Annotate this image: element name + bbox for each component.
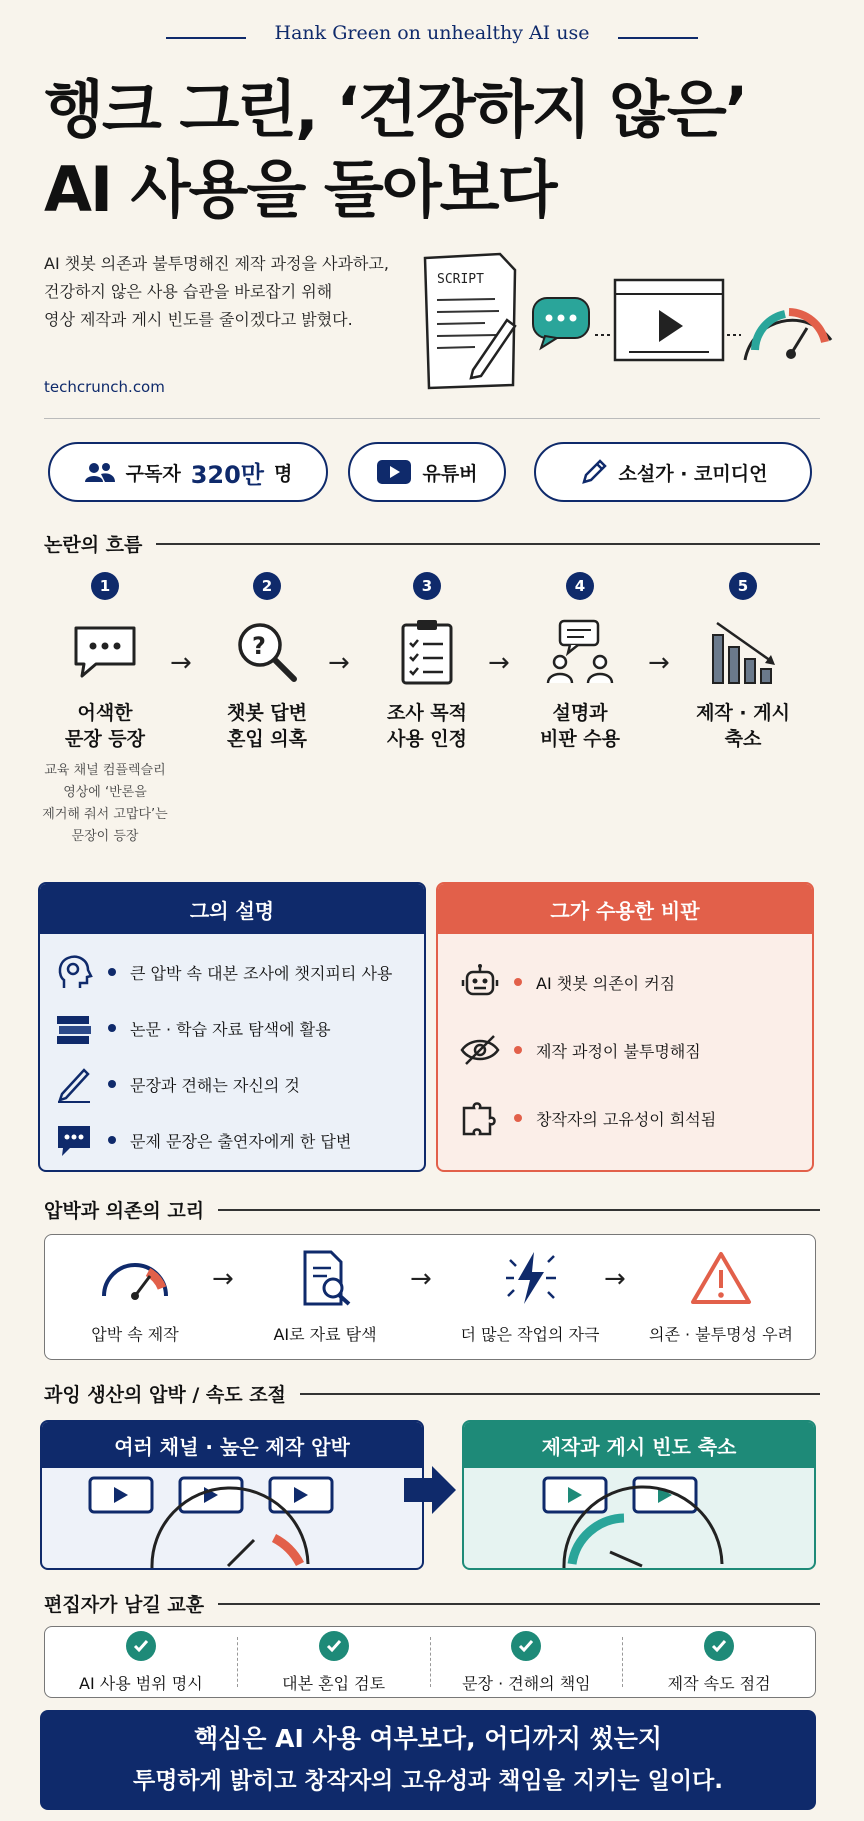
lesson-item-text: 대본 혼입 검토 bbox=[282, 1673, 386, 1693]
flow-arrow-4: → bbox=[648, 648, 670, 678]
header-rule-right bbox=[618, 37, 698, 39]
video-icon bbox=[90, 1478, 152, 1512]
title-line-2: AI 사용을 돌아보다 bbox=[44, 153, 556, 226]
lesson-item-text: 문장 · 견해의 책임 bbox=[462, 1673, 591, 1693]
step-title-1: 어색한 bbox=[77, 702, 133, 724]
video-icon bbox=[634, 1478, 696, 1512]
step-title-1: 챗봇 답변 bbox=[226, 702, 308, 724]
explain-item-text: 문장과 견해는 자신의 것 bbox=[130, 1075, 300, 1095]
lesson-item bbox=[623, 1631, 815, 1694]
cycle-arrow-2: → bbox=[410, 1264, 432, 1294]
cycle-arrow-3: → bbox=[604, 1264, 626, 1294]
author-pill bbox=[534, 442, 812, 502]
flow-arrow-1: → bbox=[170, 648, 192, 678]
note-line-4: 문장이 등장 bbox=[71, 829, 139, 844]
cycle-item-4 bbox=[636, 1248, 806, 1345]
speed-gauge-icon bbox=[745, 312, 831, 360]
check-icon bbox=[319, 1631, 349, 1661]
header-illustration bbox=[415, 250, 835, 410]
warning-triangle-icon bbox=[689, 1248, 753, 1308]
cycle-item-3 bbox=[450, 1248, 610, 1345]
eye-slash-icon bbox=[460, 1030, 500, 1070]
magnifier-question-icon bbox=[192, 612, 342, 692]
cycle-arrow-1: → bbox=[212, 1264, 234, 1294]
note-line-1: 교육 채널 컴플렉슬리 bbox=[44, 763, 166, 778]
youtube-play-icon bbox=[376, 459, 412, 485]
speed-heading-text: 과잉 생산의 압박 / 속도 조절 bbox=[44, 1384, 286, 1406]
critique-item-text: 제작 과정이 불투명해짐 bbox=[536, 1041, 701, 1061]
lessons-heading-text: 편집자가 남길 교훈 bbox=[44, 1594, 205, 1616]
cycle-item-label: AI로 자료 탐색 bbox=[273, 1325, 377, 1344]
script-document-icon bbox=[425, 254, 515, 388]
people-talk-icon bbox=[505, 612, 655, 692]
lesson-item-text: AI 사용 범위 명시 bbox=[79, 1673, 203, 1693]
check-icon bbox=[126, 1631, 156, 1661]
lightning-burst-icon bbox=[498, 1248, 562, 1308]
step-title-1: 조사 목적 bbox=[386, 702, 468, 724]
clipboard-checklist-icon bbox=[352, 612, 502, 692]
subtitle-line-2: 건강하지 않은 사용 습관을 바로잡기 위해 bbox=[44, 282, 333, 301]
step-title-1: 제작 · 게시 bbox=[696, 702, 790, 724]
youtuber-pill bbox=[348, 442, 506, 502]
quill-pen-icon bbox=[54, 1064, 94, 1104]
step-title-2: 축소 bbox=[724, 728, 762, 750]
script-label: SCRIPT bbox=[437, 272, 484, 287]
step-title-2: 문장 등장 bbox=[64, 728, 146, 750]
flow-step-1 bbox=[30, 572, 180, 848]
pen-icon bbox=[579, 457, 609, 487]
flow-heading bbox=[44, 530, 820, 557]
high-pressure-title: 여러 채널 · 높은 제작 압박 bbox=[42, 1422, 422, 1468]
role-youtuber: 유튜버 bbox=[422, 462, 478, 485]
lesson-item-text: 제작 속도 점검 bbox=[667, 1673, 771, 1693]
lessons-box bbox=[44, 1626, 816, 1698]
cycle-item-label: 압박 속 제작 bbox=[91, 1325, 179, 1344]
note-line-2: 영상에 ‘반론을 bbox=[63, 785, 147, 800]
video-player-icon bbox=[615, 280, 723, 360]
flow-step-5 bbox=[668, 572, 818, 752]
step-title-2: 혼입 의혹 bbox=[226, 728, 308, 750]
critique-heading: 그가 수용한 비판 bbox=[438, 884, 812, 934]
subscribers-pill bbox=[48, 442, 328, 502]
step-number: 1 bbox=[91, 572, 119, 600]
step-note bbox=[30, 760, 180, 848]
header-divider bbox=[44, 418, 820, 419]
role-author: 소설가 · 코미디언 bbox=[618, 462, 768, 485]
speed-heading bbox=[44, 1380, 820, 1407]
cycle-item-2 bbox=[250, 1248, 400, 1345]
check-icon bbox=[704, 1631, 734, 1661]
document-search-icon bbox=[295, 1248, 355, 1308]
puzzle-piece-icon bbox=[460, 1098, 500, 1138]
subtitle-line-3: 영상 제작과 게시 빈도를 줄이겠다고 밝혔다. bbox=[44, 310, 353, 329]
lesson-item bbox=[238, 1631, 430, 1694]
explain-item bbox=[54, 944, 424, 1000]
lessons-heading bbox=[44, 1590, 820, 1617]
flow-step-3 bbox=[352, 572, 502, 752]
step-title-2: 사용 인정 bbox=[386, 728, 468, 750]
subscribers-value: 320만 bbox=[190, 460, 264, 489]
reduced-frequency-panel bbox=[462, 1420, 816, 1570]
page-subtitle bbox=[44, 250, 424, 334]
conclusion-banner bbox=[40, 1710, 816, 1810]
explain-item bbox=[54, 1000, 424, 1056]
explain-item bbox=[54, 1056, 424, 1112]
cycle-item-label: 의존 · 불투명성 우려 bbox=[649, 1325, 793, 1344]
video-icon bbox=[180, 1478, 242, 1512]
note-line-3: 제거해 줘서 고맙다’는 bbox=[42, 807, 168, 822]
lesson-item bbox=[45, 1631, 237, 1694]
critique-item-text: 창작자의 고유성이 희석됨 bbox=[536, 1109, 717, 1129]
conclusion-line-2: 투명하게 밝히고 창작자의 고유성과 책임을 지키는 일이다. bbox=[132, 1768, 723, 1794]
page-title bbox=[44, 70, 746, 230]
speech-bubble-icon bbox=[30, 612, 180, 692]
head-gear-icon bbox=[54, 952, 94, 992]
flow-step-2 bbox=[192, 572, 342, 752]
transition-arrow-icon bbox=[400, 1460, 460, 1520]
source-link[interactable]: techcrunch.com bbox=[44, 378, 165, 396]
explain-panel bbox=[38, 882, 426, 1172]
robot-icon bbox=[460, 962, 500, 1002]
pressure-gauge-icon bbox=[98, 1248, 172, 1302]
reduced-frequency-title: 제작과 게시 빈도 축소 bbox=[464, 1422, 814, 1468]
chat-dots-icon bbox=[54, 1120, 94, 1160]
cycle-heading-text: 압박과 의존의 고리 bbox=[44, 1200, 205, 1222]
cycle-heading bbox=[44, 1196, 820, 1223]
two-videos-gauge-icon bbox=[464, 1468, 814, 1568]
video-icon bbox=[544, 1478, 606, 1512]
step-number: 4 bbox=[566, 572, 594, 600]
svg-text:?: ? bbox=[252, 632, 266, 660]
critique-item bbox=[460, 948, 812, 1016]
lesson-item bbox=[431, 1631, 623, 1694]
flow-step-4 bbox=[505, 572, 655, 752]
high-pressure-panel bbox=[40, 1420, 424, 1570]
critique-panel bbox=[436, 882, 814, 1172]
explain-item-text: 큰 압박 속 대본 조사에 챗지피티 사용 bbox=[130, 963, 393, 983]
explain-item bbox=[54, 1112, 424, 1168]
check-icon bbox=[511, 1631, 541, 1661]
explain-item-text: 문제 문장은 출연자에게 한 답변 bbox=[130, 1131, 352, 1151]
chat-bubble-icon bbox=[533, 298, 589, 348]
cycle-item-label: 더 많은 작업의 자극 bbox=[460, 1325, 600, 1344]
step-number: 5 bbox=[729, 572, 757, 600]
critique-item bbox=[460, 1084, 812, 1152]
subtitle-line-1: AI 챗봇 의존과 불투명해진 제작 과정을 사과하고, bbox=[44, 254, 389, 273]
step-number: 2 bbox=[253, 572, 281, 600]
cycle-item-1 bbox=[60, 1248, 210, 1345]
step-number: 3 bbox=[413, 572, 441, 600]
flow-arrow-2: → bbox=[328, 648, 350, 678]
people-icon bbox=[84, 461, 116, 483]
header-tag: Hank Green on unhealthy AI use bbox=[274, 22, 590, 44]
three-videos-gauge-icon bbox=[42, 1468, 422, 1568]
explain-heading: 그의 설명 bbox=[40, 884, 424, 934]
explain-item-text: 논문 · 학습 자료 탐색에 활용 bbox=[130, 1019, 331, 1039]
critique-item-text: AI 챗봇 의존이 커짐 bbox=[536, 973, 676, 993]
flow-arrow-3: → bbox=[488, 648, 510, 678]
step-title-2: 비판 수용 bbox=[539, 728, 621, 750]
critique-item bbox=[460, 1016, 812, 1084]
title-line-1: 행크 그린, ‘건강하지 않은’ bbox=[44, 73, 747, 146]
flow-heading-text: 논란의 흐름 bbox=[44, 534, 143, 556]
books-icon bbox=[54, 1008, 94, 1048]
step-title-1: 설명과 bbox=[552, 702, 608, 724]
subscribers-suffix: 명 bbox=[274, 462, 293, 485]
subscribers-prefix: 구독자 bbox=[125, 462, 181, 485]
conclusion-line-1: 핵심은 AI 사용 여부보다, 어디까지 썼는지 bbox=[193, 1724, 663, 1753]
bar-decline-icon bbox=[668, 612, 818, 692]
